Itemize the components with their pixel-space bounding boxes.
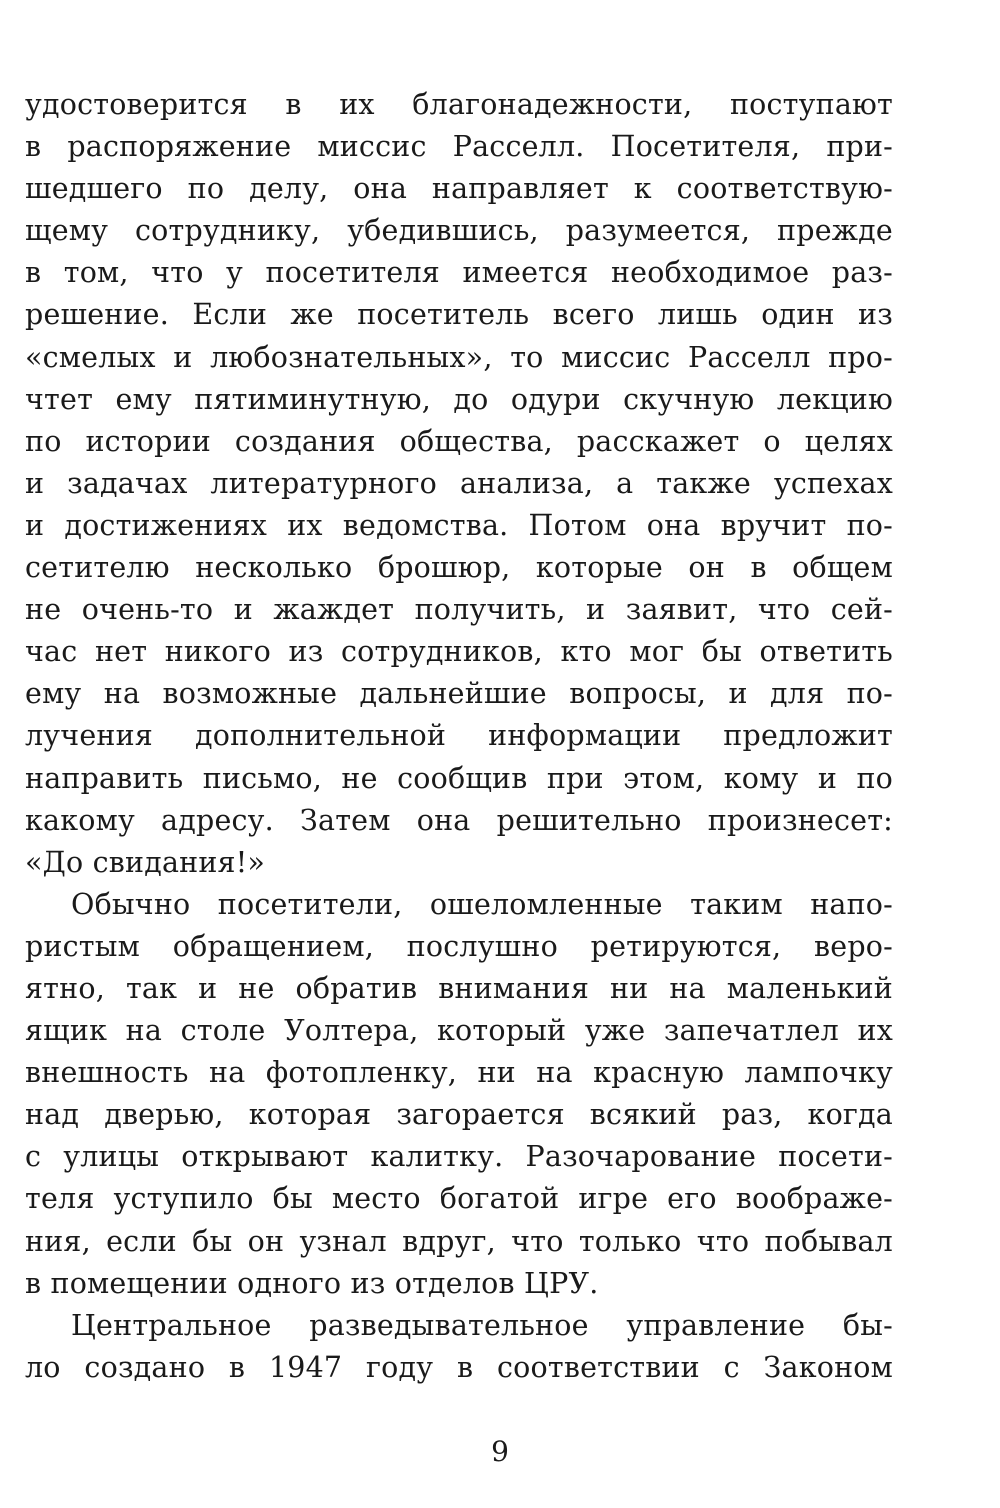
text-line: ло создано в 1947 году в соответствии с Законом	[25, 1350, 893, 1384]
text-line: ристым обращением, послушно ретируются, веро-	[25, 929, 893, 963]
text-line: какому адресу. Затем она решительно произнесет:	[25, 803, 893, 837]
text-line: в помещении одного из отделов ЦРУ.	[25, 1266, 599, 1300]
text-line: ния, если бы он узнал вдруг, что только что побывал	[25, 1224, 893, 1258]
text-line: ятно, так и не обратив внимания ни на маленький	[25, 971, 893, 1005]
text-line: направить письмо, не сообщив при этом, кому и по	[25, 761, 893, 795]
text-line: и задачах литературного анализа, а также успехах	[25, 466, 893, 500]
text-line: шедшего по делу, она направляет к соответствую-	[25, 172, 893, 206]
body-text	[25, 84, 893, 1389]
text-line: сетителю несколько брошюр, которые он в общем	[25, 551, 893, 585]
text-line: не очень-то и жаждет получить, и заявит, что сей-	[25, 593, 893, 627]
text-line: в распоряжение миссис Расселл. Посетителя, при-	[25, 130, 893, 164]
text-line: лучения дополнительной информации предложит	[25, 719, 893, 753]
text-line: над дверью, которая загорается всякий раз, когда	[25, 1098, 893, 1132]
text-line: внешность на фотопленку, ни на красную лампочку	[25, 1056, 893, 1090]
text-line: щему сотруднику, убедившись, разумеется, прежде	[25, 214, 893, 248]
page-number: 9	[491, 1435, 509, 1468]
text-line: и достижениях их ведомства. Потом она вручит по-	[25, 508, 893, 542]
text-line: решение. Если же посетитель всего лишь один из	[25, 298, 893, 332]
text-line: ящик на столе Уолтера, который уже запечатлел их	[25, 1014, 893, 1048]
text-line: Центральное разведывательное управление бы-	[71, 1308, 893, 1342]
text-line: час нет никого из сотрудников, кто мог бы ответить	[25, 635, 893, 669]
text-line: по истории создания общества, расскажет о целях	[25, 424, 893, 458]
text-line: Обычно посетители, ошеломленные таким напо-	[71, 887, 893, 921]
text-line: удостоверится в их благонадежности, поступают	[25, 88, 893, 121]
text-line: с улицы открывают калитку. Разочарование посети-	[25, 1140, 893, 1174]
text-line: «смелых и любознательных», то миссис Расселл про-	[25, 340, 893, 374]
text-line: ему на возможные дальнейшие вопросы, и для по-	[25, 677, 893, 711]
text-line: чтет ему пятиминутную, до одури скучную лекцию	[25, 382, 893, 416]
text-line: теля уступило бы место богатой игре его воображе-	[25, 1182, 893, 1216]
text-line: «До свидания!»	[25, 845, 266, 879]
text-line: в том, что у посетителя имеется необходимое раз-	[25, 256, 893, 290]
